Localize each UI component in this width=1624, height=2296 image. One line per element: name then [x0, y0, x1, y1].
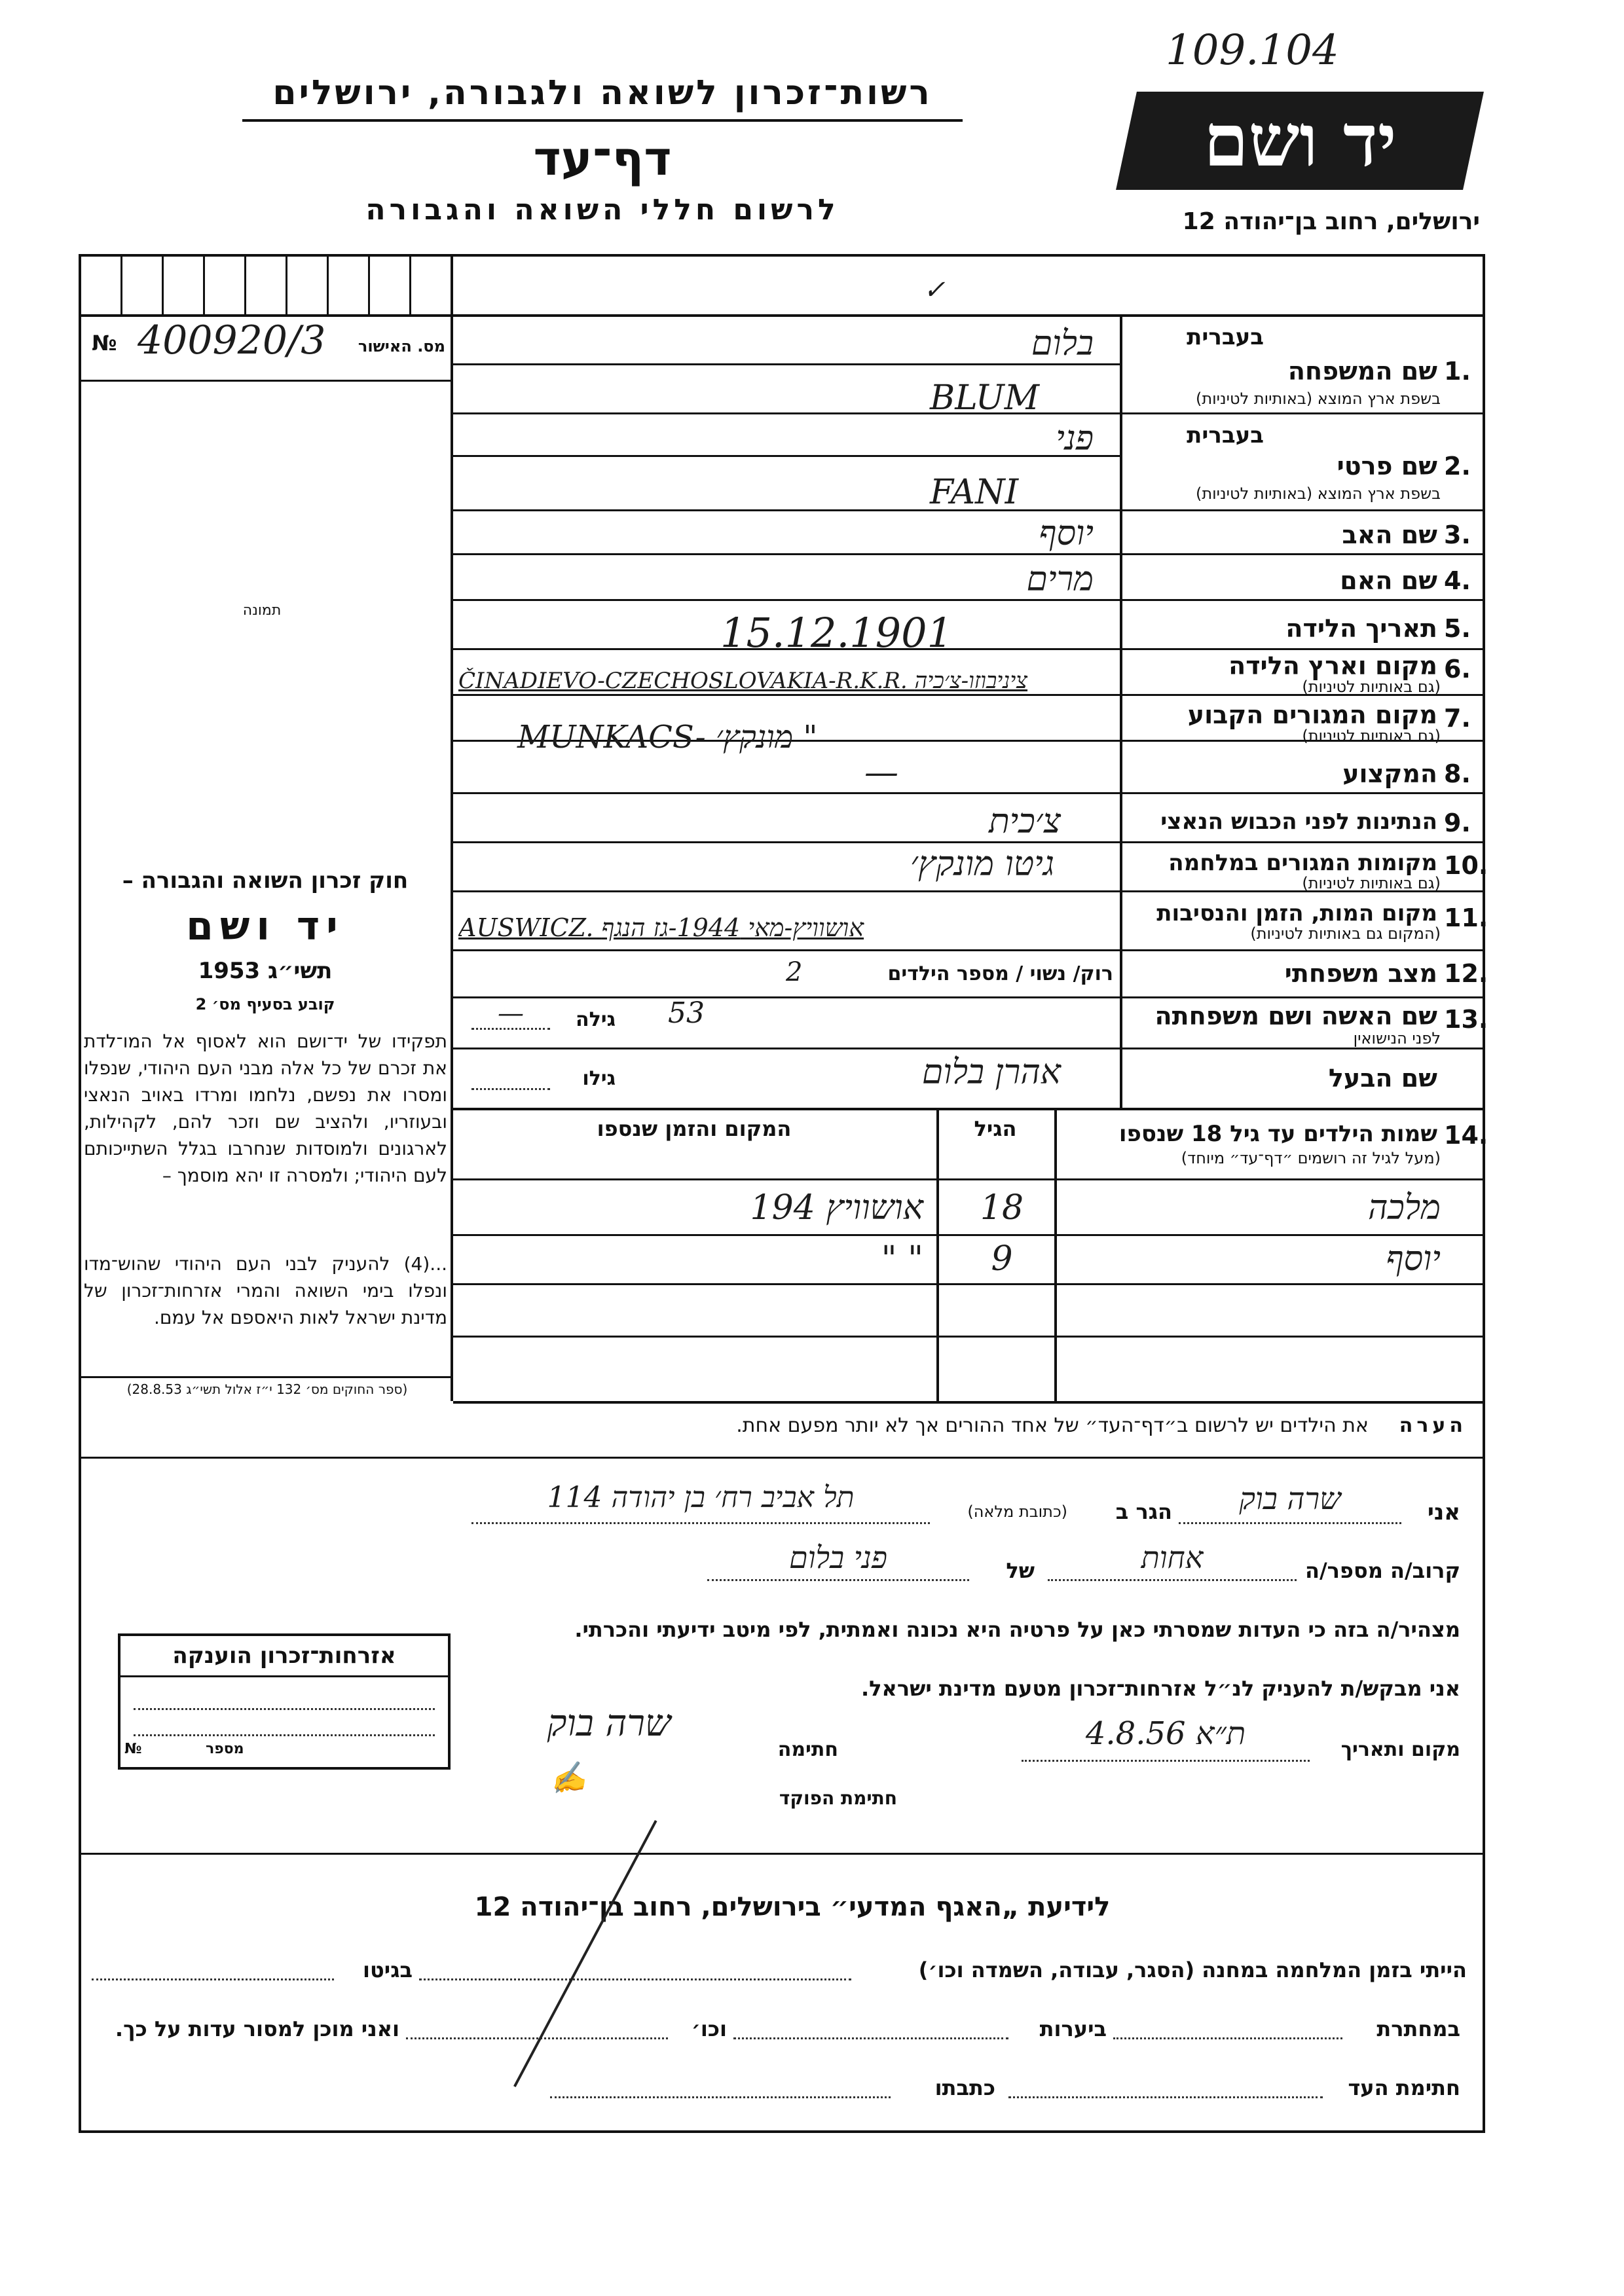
law-text: תפקידו של יד־ושם הוא לאסוף אל המו־לדת את זכרם של כל אלה מבני העם היהודי, שנפלו ומסרו את נפשם, נלחמו ומרדו באויב הנאצי ובעוזריו, ולהציב שם וזכר להם, לקהילות, לארגונים ולמוסדות שנחרבו בגלל השתייכותם לעם היהודי; ולמסרה זו יהא מוסמך –: [84, 1030, 447, 1186]
q2-value-he: פני: [1056, 419, 1094, 458]
q8-num: 8.: [1444, 759, 1471, 788]
q10-label: מקומות המגורים במלחמה: [1168, 850, 1437, 876]
q4-label: שם האם: [1340, 566, 1437, 595]
reg-no-symbol: №: [92, 331, 117, 355]
q2-sub: בשפת ארץ המוצא (באותיות לטיניות): [1196, 484, 1441, 503]
q7-label: מקום המגורים הקבוע: [1187, 701, 1437, 729]
left-column-divider: [451, 254, 453, 1401]
q2-value-latin: FANI: [930, 473, 1019, 512]
q1-num: 1.: [1444, 357, 1471, 386]
logo-text: יד ושם: [1203, 98, 1397, 183]
footer-line1-a: הייתי בזמן המלחמה במחנה (הסגר, עבודה, השמדה וכו׳): [918, 1958, 1467, 1982]
q10-num: 10.: [1444, 851, 1488, 880]
footer-line2-d: ואני מוכן למסור עדות על כך.: [115, 2016, 399, 2041]
q6-label: מקום וארץ הלידה: [1228, 651, 1437, 680]
declaration-statement: מצהיר/ה בזה כי העדות שמסרתי כאן על פרטיה היא נכונה ואמתית, לפי מיטב ידיעתי והכרתי.: [574, 1617, 1460, 1642]
footer-rule: [79, 1853, 1483, 1855]
footer-line2-a: במחתרת: [1376, 2016, 1460, 2041]
q13-num: 13.: [1444, 1005, 1488, 1034]
q13-label: שם האשה ושם משפחתה: [1154, 1002, 1437, 1030]
footer-line2-b: ביערות: [1039, 2016, 1107, 2041]
q12-num: 12.: [1444, 959, 1488, 988]
clerk-signature-mark: ✍: [547, 1759, 589, 1798]
address-value: תל אביב רח׳ בן יהודה 114: [547, 1481, 855, 1514]
label-column-divider: [1120, 314, 1122, 1108]
q2-num: 2.: [1444, 452, 1471, 481]
q12-inline-label: רוק/ נשוי / מספר הילדים: [887, 962, 1113, 985]
law-clause: קובע בסעיף מס׳ 2: [195, 995, 335, 1013]
child-2-place: " ": [881, 1239, 923, 1279]
q8-label: המקצוע: [1342, 759, 1437, 788]
child-2-name: יוסף: [1386, 1239, 1441, 1279]
law-name: יד ושם: [186, 903, 344, 949]
registration-number: 400920/3: [138, 318, 326, 363]
footer-line3-a: חתימת העד: [1348, 2075, 1460, 2100]
q9-label: הנתינות לפני הכבוש הנאצי: [1160, 809, 1437, 835]
q10-value: גיטו מונקץ׳: [910, 845, 1054, 884]
law-rule: [79, 1376, 453, 1378]
of-value: פני בלום: [789, 1540, 887, 1575]
q1-hebrew-hdr: בעברית: [1187, 324, 1264, 350]
q8-value: —: [864, 753, 898, 792]
reg-rule: [79, 380, 453, 382]
children-col-div-1: [936, 1108, 939, 1401]
husband-label: שם הבעל: [1328, 1064, 1437, 1093]
citizenship-box-title: אזרחות־זכרון הוענקה: [172, 1643, 396, 1669]
footer-line1-b: בגיטו: [363, 1958, 413, 1982]
law-title: חוק זכרון השואה והגבורה –: [122, 867, 409, 894]
children-col-div-2: [1054, 1108, 1057, 1401]
child-1-place: אושוויץ 194: [750, 1188, 923, 1228]
declaration-i-label: אני: [1427, 1499, 1460, 1525]
clerk-signature-label: חתימת הפוקד: [779, 1787, 897, 1809]
husband-age-value: 53: [668, 996, 705, 1030]
check-mark: ✓: [923, 275, 946, 305]
q13-sub: לפני הנישואין: [1353, 1029, 1441, 1048]
q12-value: 2: [786, 957, 803, 987]
declarant-name: שרה בוק: [1239, 1481, 1341, 1516]
address-hint: (כתובת מלאה): [967, 1503, 1067, 1521]
q13-age-label: גילה: [576, 1008, 616, 1031]
q11-sub: (המקום גם באותיות לטיניות): [1250, 924, 1441, 943]
note-text: את הילדים יש לרשום ב״דף־העד״ של אחד ההורים אך לא יותר מפעם אחת.: [736, 1414, 1369, 1437]
q10-sub: (גם באותיות לטיניות): [1302, 874, 1441, 892]
top-boxes: [81, 257, 451, 314]
relation-value: אחות: [1141, 1540, 1204, 1575]
q4-num: 4.: [1444, 566, 1471, 595]
q4-value: מרים: [1026, 560, 1094, 599]
law-text-2: ...(4) להעניק לבני העם היהודי שהוש־מדו ונפלו בימי השואה והמרי אזרחות־זכרון של מדינת ישראל לאות היאספם אל עמם.: [84, 1253, 447, 1328]
q11-num: 11.: [1444, 903, 1488, 932]
q6-value: ČINADIEVO-CZECHOSLOVAKIA-R.K.R. ציניבוזו-צ׳כיה: [458, 668, 1028, 694]
declaration-request: אני מבקש/ת להעניק לנ״ל אזרחות־זכרון מטעם מדינת ישראל.: [861, 1676, 1460, 1701]
of-label: של: [1006, 1558, 1035, 1583]
q12-label: מצב משפחתי: [1284, 959, 1437, 988]
q9-num: 9.: [1444, 809, 1471, 837]
q7-sub: (גם באותיות לטיניות): [1302, 727, 1441, 745]
q1-sub: בשפת ארץ המוצא (באותיות לטיניות): [1196, 390, 1441, 408]
note-label: הערה: [1399, 1414, 1467, 1437]
footer-line2-c: וכו׳: [691, 2016, 727, 2041]
q2-label: שם פרטי: [1337, 452, 1437, 481]
place-date-label: מקום ותאריך: [1340, 1738, 1460, 1761]
photo-label: תמונה: [242, 602, 282, 619]
q13-value: —: [498, 998, 524, 1029]
q2-hebrew-hdr: בעברית: [1187, 422, 1264, 448]
note-rule: [79, 1457, 1483, 1459]
form-subtitle: לרשום חללי השואה והגבורה: [365, 193, 840, 227]
children-col-age: הגיל: [974, 1116, 1017, 1141]
signature-label: חתימה: [777, 1738, 838, 1761]
child-1-age: 18: [980, 1188, 1024, 1228]
q1-value-latin: BLUM: [930, 378, 1039, 418]
archive-number: 109.104: [1166, 26, 1339, 75]
authority-name: רשות־זכרון לשואה ולגבורה, ירושלים: [272, 73, 932, 113]
q5-num: 5.: [1444, 614, 1471, 643]
citizenship-no-symbol: №: [124, 1741, 142, 1757]
resides-label: הגר ב: [1115, 1499, 1172, 1524]
q3-label: שם האב: [1342, 520, 1437, 549]
q1-value-he: בלום: [1031, 324, 1094, 363]
footer-line3-b: כתבתו: [934, 2075, 995, 2100]
q6-num: 6.: [1444, 655, 1471, 683]
top-strip-rule: [79, 314, 1483, 317]
signature-value: שרה בוק: [547, 1702, 671, 1745]
q11-label: מקום המות, הזמן והנסיבות: [1156, 900, 1437, 926]
husband-age-label: גילו: [582, 1067, 616, 1090]
header-rule: [242, 119, 963, 122]
children-title: שמות הילדים עד גיל 18 שנספו: [1118, 1121, 1437, 1147]
q9-value: צ׳כית: [988, 802, 1061, 841]
q6-sub: (גם באותיות לטיניות): [1302, 678, 1441, 696]
children-num: 14.: [1444, 1121, 1488, 1150]
child-1-name: מלכה: [1367, 1188, 1441, 1228]
address: ירושלים, רחוב בן־יהודה 12: [1182, 208, 1480, 235]
relative-label: קרוב/ה מספר/ה: [1304, 1558, 1460, 1583]
law-year: תשי״ג 1953: [198, 958, 333, 984]
registration-label: מס. האישור: [358, 337, 445, 355]
citizenship-box: [118, 1633, 451, 1770]
q5-label: תאריך הלידה: [1285, 614, 1437, 643]
husband-value: אהרן בלום: [921, 1053, 1061, 1092]
q1-label: שם המשפחה: [1287, 357, 1437, 386]
footer-title: לידיעת „האגף המדעי״ בירושלים, רחוב בן־יהודה 12: [474, 1892, 1111, 1922]
yad-vashem-logo: [1116, 92, 1484, 190]
q3-num: 3.: [1444, 520, 1471, 549]
law-citation: (ספר החוקים מס׳ 132 י״ז אלול תשי״ג 28.8.53): [126, 1381, 408, 1397]
form-title: דף־עד: [533, 131, 672, 186]
children-subtitle: (מעל לגיל זה רושמים ״דף־עד״ מיוחד): [1181, 1149, 1441, 1167]
q5-value: 15.12.1901: [720, 609, 953, 657]
child-2-age: 9: [991, 1239, 1013, 1279]
q3-value: יוסף: [1039, 514, 1094, 553]
q7-num: 7.: [1444, 704, 1471, 733]
place-date-value: ת״א 4.8.56: [1085, 1715, 1246, 1752]
q7-value: MUNKACS- מונקץ׳ ": [517, 719, 818, 756]
citizenship-number-label: מספר: [206, 1741, 244, 1757]
q11-value: AUSWICZ. אושוויץ-מאי 1944-גז הנגף: [458, 913, 864, 942]
children-col-place: המקום והזמן שנספו: [597, 1116, 792, 1141]
